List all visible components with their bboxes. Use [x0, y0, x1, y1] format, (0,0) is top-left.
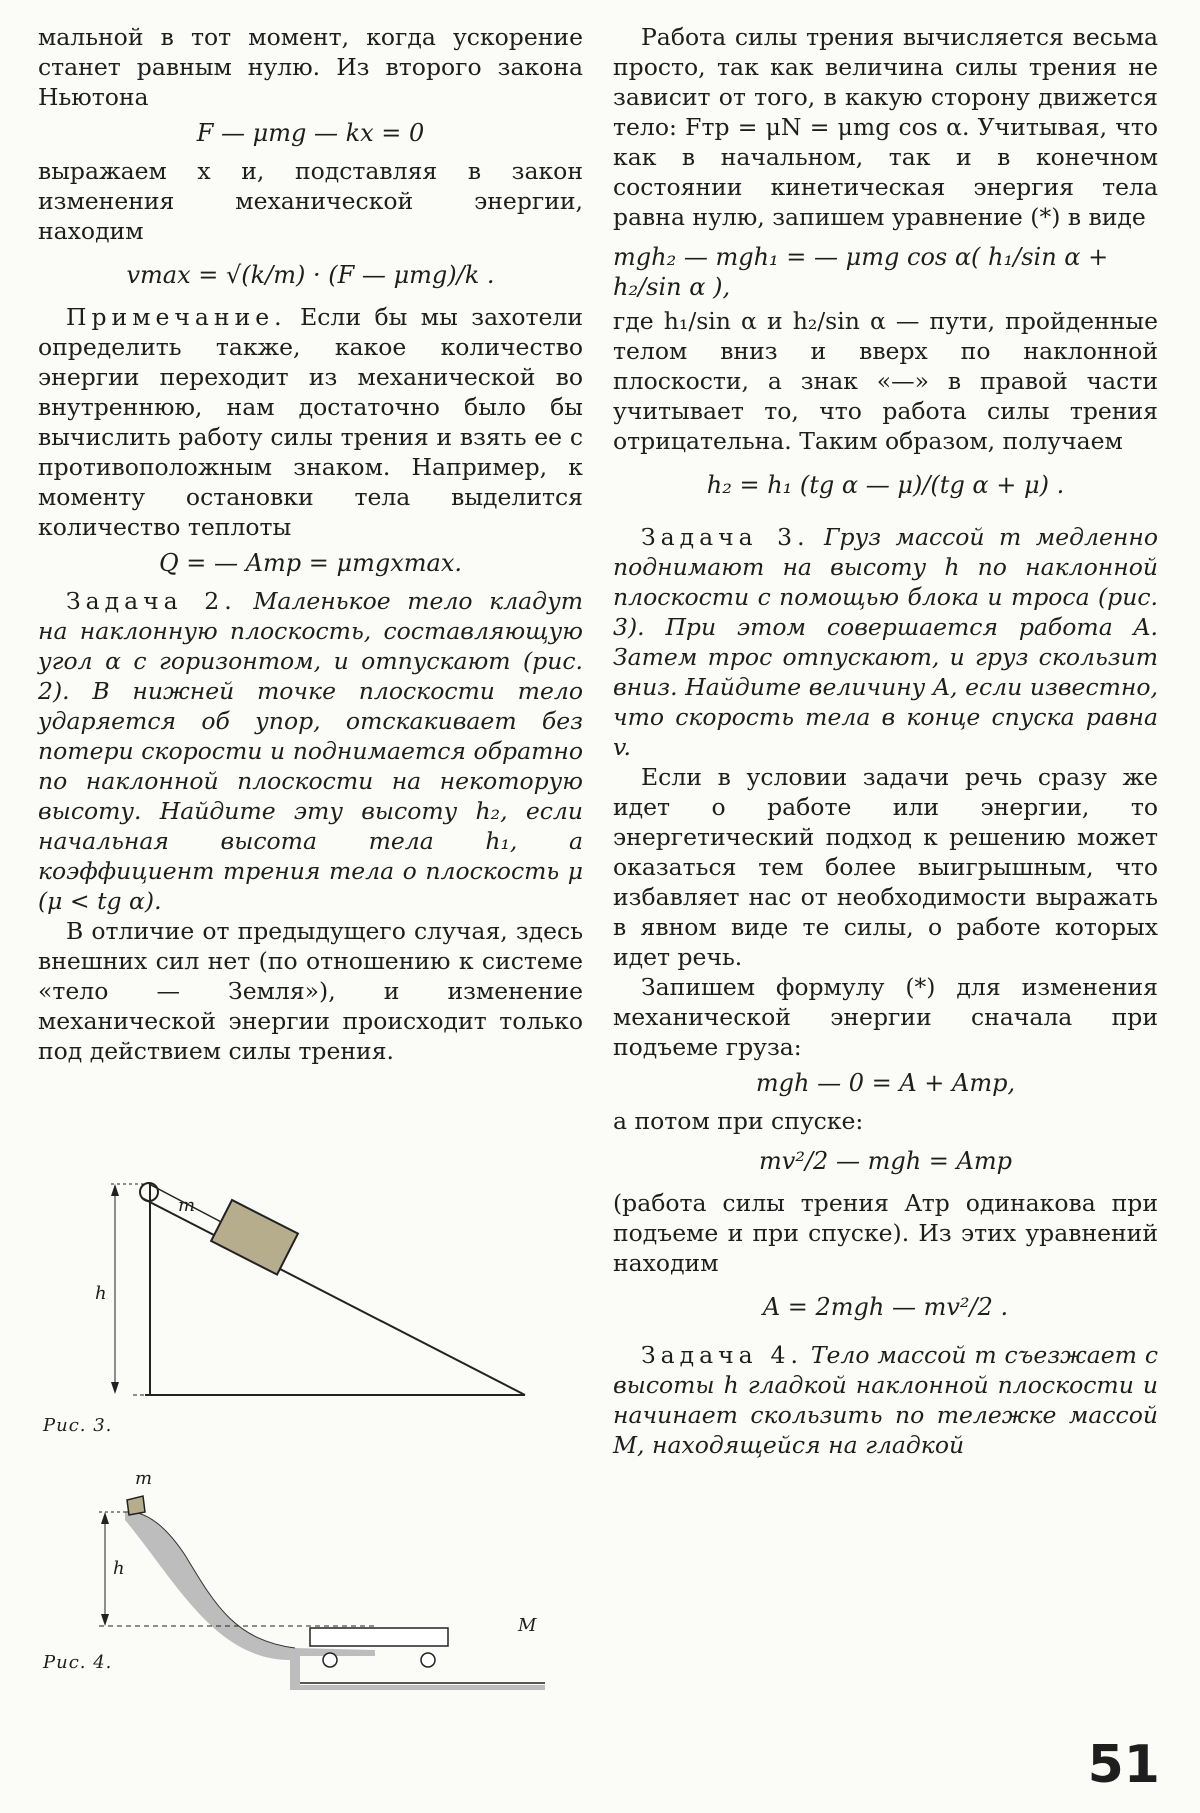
formula: F — μmg — kx = 0	[196, 119, 425, 147]
task-3	[613, 522, 1158, 762]
task-3-label: Задача 3.	[641, 523, 810, 551]
formula: A = 2mgh — mv²/2 .	[762, 1293, 1009, 1321]
task-2-text: Маленькое тело кладут на наклонную плоскость, составляющую угол α с горизонтом, и отпускают (рис. 2). В нижней точке плоскости тело ударяется об упор, отскакивает без потери скорости и поднимается обратно по наклонной плоскости на некоторую высоту. Найдите эту высоту h₂, если начальная высота тела h₁, а коэффициент трения тела о плоскость μ (μ < tg α).	[38, 587, 583, 915]
task-2	[38, 586, 583, 916]
task-3-text: Груз массой m медленно поднимают на высоту h по наклонной плоскости с помощью блока и троса (рис. 3). При этом совершается работа A. Затем трос отпускают, и груз скользит вниз. Найдите величину A, если известно, что скорость тела в конце спуска равна v.	[613, 523, 1158, 761]
paragraph: Запишем формулу (*) для изменения механической энергии сначала при подъеме груза:	[613, 973, 1158, 1061]
figure-3-label-m: m	[178, 1195, 197, 1216]
figure-4-label-h: h	[113, 1558, 126, 1579]
paragraph: В отличие от предыдущего случая, здесь внешних сил нет (по отношению к системе «тело — Земля»), и изменение механической энергии происходит только под действием силы трения.	[38, 917, 583, 1065]
figure-3-label-h: h	[95, 1283, 108, 1304]
paragraph: где h₁/sin α и h₂/sin α — пути, пройденные телом вниз и вверх по наклонной плоскости, а знак «—» в правой части учитывает то, что работа силы трения отрицательна. Таким образом, получаем	[613, 307, 1158, 455]
paragraph: а потом при спуске:	[613, 1107, 864, 1135]
note-paragraph	[38, 302, 583, 542]
task-4	[613, 1340, 1158, 1460]
paragraph: Если в условии задачи речь сразу же идет о работе или энергии, то энергетический подход к решению может оказаться тем более выигрышным, что избавляет нас от необходимости выражать в явном виде те силы, о работе которых идет речь.	[613, 763, 1158, 971]
paragraph: мальной в тот момент, когда ускорение станет равным нулю. Из второго закона Ньютона	[38, 23, 583, 111]
figure-4-label-m: m	[135, 1468, 154, 1489]
paragraph: Работа силы трения вычисляется весьма просто, так как величина силы трения не зависит от того, в какую сторону движется тело: Fтр = μN = μmg cos α. Учитывая, что как в начальном, так и в конечном состоянии кинетическая энергия тела равна нулю, запишем уравнение (*) в виде	[613, 23, 1158, 231]
left-column	[38, 22, 583, 1066]
note-text: Если бы мы захотели определить также, какое количество энергии переходит из механической во внутреннюю, нам достаточно было бы вычислить работу силы трения и взять ее с противоположным знаком. Например, к моменту остановки тела выделится количество теплоты	[38, 303, 583, 541]
formula: h₂ = h₁ (tg α — μ)/(tg α + μ) .	[706, 471, 1065, 499]
figure-4-caption: Рис. 4.	[43, 1652, 113, 1673]
right-column	[613, 22, 1158, 1460]
formula: mgh₂ — mgh₁ = — μmg cos α( h₁/sin α + h₂/sin α ),	[613, 243, 1109, 301]
figure-3-incline-pulley	[85, 1170, 535, 1410]
formula: mv²/2 — mgh = Aтр	[759, 1147, 1012, 1175]
page-number: 51	[1087, 1735, 1160, 1795]
figure-4-label-M: M	[518, 1615, 538, 1636]
formula: vmax = √(k/m) · (F — μmg)/k .	[126, 261, 495, 289]
formula: mgh — 0 = A + Aтр,	[755, 1069, 1016, 1097]
formula: Q = — Aтр = μmgxmax.	[159, 549, 462, 577]
paragraph: (работа силы трения Aтр одинакова при подъеме и при спуске). Из этих уравнений находим	[613, 1189, 1158, 1277]
paragraph: выражаем x и, подставляя в закон изменения механической энергии, находим	[38, 157, 583, 245]
note-label: Примечание.	[66, 303, 287, 331]
task-4-text: Тело массой m съезжает с высоты h гладкой наклонной плоскости и начинает скользить по тележке массой M, находящейся на гладкой	[613, 1341, 1158, 1459]
task-2-label: Задача 2.	[66, 587, 237, 615]
figure-4-ramp-cart	[85, 1460, 545, 1690]
figure-3-caption: Рис. 3.	[43, 1415, 113, 1436]
task-4-label: Задача 4.	[641, 1341, 803, 1369]
